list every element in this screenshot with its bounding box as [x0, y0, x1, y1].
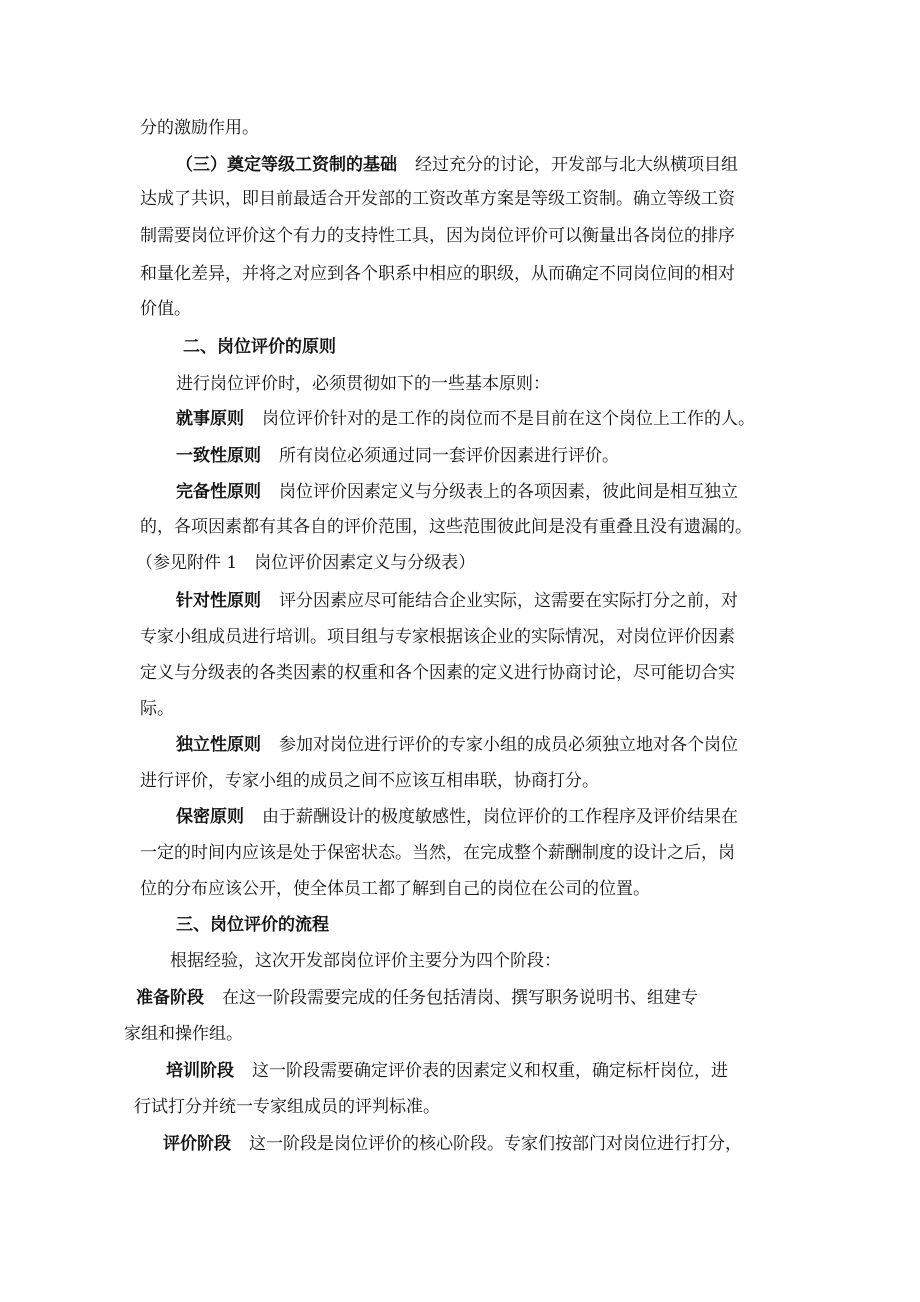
stage-line [163, 1133, 742, 1155]
paragraph-text: 经过充分的讨论，开发部与北大纵横项目组 [415, 155, 738, 175]
paragraph-line: 家组和操作组。 [124, 1024, 243, 1044]
paragraph-line: 根据经验，这次开发部岗位评价主要分为四个阶段： [170, 951, 561, 971]
stage-line [166, 1060, 728, 1082]
section-heading: （三）奠定等级工资制的基础 [176, 155, 397, 175]
paragraph-text: 评分因素应尽可能结合企业实际，这需要在实际打分之前，对 [279, 591, 738, 611]
section-heading: 三、岗位评价的流程 [176, 915, 329, 935]
paragraph-line: 一定的时间内应该是处于保密状态。当然，在完成整个薪酬制度的设计之后，岗 [140, 843, 735, 863]
paragraph-text: 这一阶段是岗位评价的核心阶段。专家们按部门对岗位进行打分， [249, 1134, 742, 1154]
paragraph-text: 这一阶段需要确定评价表的因素定义和权重，确定标杆岗位，进 [252, 1061, 728, 1081]
principle-title: 针对性原则 [176, 591, 261, 611]
principle-line [176, 734, 738, 756]
paragraph-line: （参见附件 1 岗位评价因素定义与分级表） [136, 553, 476, 573]
paragraph-text: 参加对岗位进行评价的专家小组的成员必须独立地对各个岗位 [279, 735, 738, 755]
principle-line [176, 408, 755, 430]
section-heading: 二、岗位评价的原则 [183, 337, 336, 357]
principle-line [176, 590, 738, 612]
principle-line [176, 806, 738, 828]
paragraph-line: 达成了共识，即目前最适合开发部的工资改革方案是等级工资制。确立等级工资 [140, 189, 735, 209]
paragraph-line: 专家小组成员进行培训。项目组与专家根据该企业的实际情况，对岗位评价因素 [140, 627, 735, 647]
paragraph-line: 进行评价，专家小组的成员之间不应该互相串联，协商打分。 [140, 771, 599, 791]
principle-title: 独立性原则 [176, 735, 261, 755]
paragraph-text: 所有岗位必须通过同一套评价因素进行评价。 [279, 446, 619, 466]
paragraph-line: 进行岗位评价时，必须贯彻如下的一些基本原则： [176, 374, 550, 394]
principle-title: 就事原则 [176, 409, 244, 429]
paragraph-text: 由于薪酬设计的极度敏感性，岗位评价的工作程序及评价结果在 [262, 807, 738, 827]
stage-title: 评价阶段 [163, 1134, 231, 1154]
stage-title: 培训阶段 [166, 1061, 234, 1081]
principle-title: 保密原则 [176, 807, 244, 827]
principle-line [176, 445, 619, 467]
paragraph-text: 岗位评价针对的是工作的岗位而不是目前在这个岗位上工作的人。 [262, 409, 755, 429]
paragraph-line: 位的分布应该公开，使全体员工都了解到自己的岗位在公司的位置。 [140, 879, 650, 899]
paragraph-line: 和量化差异，并将之对应到各个职系中相应的职级，从而确定不同岗位间的相对 [140, 264, 735, 284]
paragraph-line [176, 154, 738, 176]
stage-line [136, 987, 698, 1009]
paragraph-line: 价值。 [140, 299, 191, 319]
paragraph-line: 制需要岗位评价这个有力的支持性工具，因为岗位评价可以衡量出各岗位的排序 [140, 226, 735, 246]
stage-title: 准备阶段 [136, 988, 204, 1008]
paragraph-text: 岗位评价因素定义与分级表上的各项因素，彼此间是相互独立 [279, 482, 738, 502]
paragraph-line: 分的激励作用。 [140, 118, 259, 138]
paragraph-line: 的，各项因素都有其各自的评价范围，这些范围彼此间是没有重叠且没有遗漏的。 [140, 517, 752, 537]
paragraph-text: 在这一阶段需要完成的任务包括清岗、撰写职务说明书、组建专 [222, 988, 698, 1008]
paragraph-line: 定义与分级表的各类因素的权重和各个因素的定义进行协商讨论，尽可能切合实 [140, 663, 735, 683]
principle-title: 一致性原则 [176, 446, 261, 466]
paragraph-line: 行试打分并统一专家组成员的评判标准。 [134, 1097, 440, 1117]
principle-line [176, 481, 738, 503]
paragraph-line: 际。 [140, 699, 174, 719]
principle-title: 完备性原则 [176, 482, 261, 502]
